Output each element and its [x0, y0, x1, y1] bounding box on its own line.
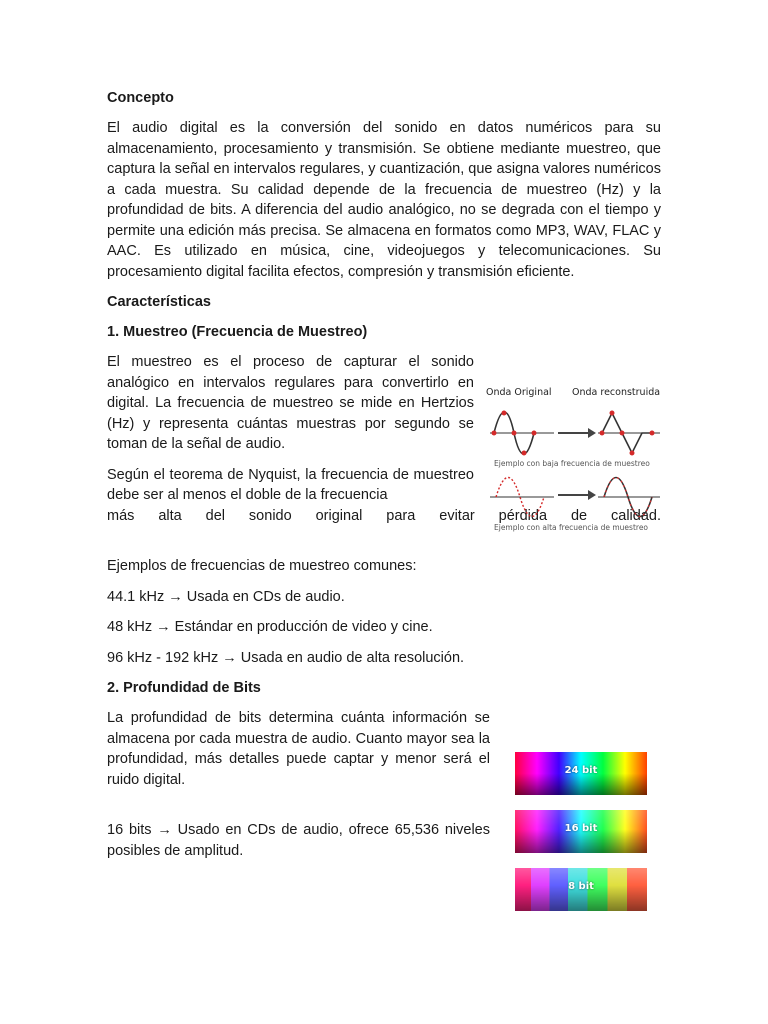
label-16bit: 16 bit [564, 823, 598, 834]
examples-title: Ejemplos de frecuencias de muestreo comunes: [107, 558, 417, 574]
example-item-48khz: 48 kHz → Estándar en producción de video y cine. [107, 619, 433, 635]
label-8bit: 8 bit [568, 881, 594, 892]
concepto-paragraph: El audio digital es la conversión del sonido en datos numéricos para su almacenamiento, procesamiento y transmisión. Se obtiene mediante muestreo, que captura la señal en intervalos regulares, y cuantización, que asigna valores numéricos a cada muestra. Su calidad depende de la frecuencia de muestreo (Hz) y la profundidad de bits. A diferencia del audio analógico, no se degrada con el tiempo y permite una edición más precisa. Se almacena en formatos como MP3, WAV, FLAC y AAC. Es utilizado en música, cine, videojuegos y telecomunicaciones. Su procesamiento digital facilita efectos, compresión y transmisión eficiente. [107, 120, 661, 280]
label-24bit: 24 bit [564, 765, 598, 776]
color-bar-24bit [515, 752, 647, 795]
label-onda-original: Onda Original [486, 387, 552, 398]
high-rate-reconstructed-wave [598, 478, 660, 517]
sampling-figure [484, 385, 664, 535]
bits-paragraph-2: 16 bits → Usado en CDs de audio, ofrece 65,536 niveles posibles de amplitud. [107, 822, 490, 859]
high-rate-original-wave [490, 478, 554, 517]
sampling-diagram [484, 385, 664, 535]
muestreo-paragraph-1: El muestreo es el proceso de capturar el sonido analógico en intervalos regulares para convertirlo en digital. La frecuencia de muestreo se mide en Hertzios (Hz) y representa cuántas muestras por segundo se toman de la señal de audio. [107, 354, 474, 452]
arrow-icon [558, 428, 596, 438]
example-item-44khz: 44.1 kHz → Usada en CDs de audio. [107, 588, 345, 605]
muestreo-heading: 1. Muestreo (Frecuencia de Muestreo) [107, 324, 368, 340]
caption-low-rate: Ejemplo con baja frecuencia de muestreo [494, 459, 650, 468]
caption-high-rate: Ejemplo con alta frecuencia de muestreo [494, 523, 649, 532]
muestreo-paragraph-2a: Según el teorema de Nyquist, la frecuencia de muestreo debe ser al menos el doble de la frecuencia [107, 466, 474, 503]
concepto-heading: Concepto [107, 90, 174, 106]
bits-paragraph-1: La profundidad de bits determina cuánta información se almacena por cada muestra de audio. Cuanto mayor sea la profundidad, más detalles puede captar y menor será el ruido digital. [107, 710, 490, 788]
example-item-96khz: 96 kHz - 192 kHz → Usada en audio de alta resolución. [107, 649, 465, 666]
arrow-icon-2 [558, 490, 596, 500]
muestreo-paragraph-2b: más alta del sonido original para evitar pérdida de calidad. [107, 507, 661, 524]
low-rate-original-wave [490, 411, 554, 456]
caracteristicas-heading: Características [107, 294, 211, 310]
bit-depth-figure [515, 752, 647, 910]
color-bar-8bit [515, 868, 647, 911]
low-rate-reconstructed-wave [598, 411, 660, 456]
document-page [107, 88, 661, 892]
color-bar-16bit [515, 810, 647, 853]
label-onda-reconstruida: Onda reconstruida [572, 387, 661, 398]
bits-heading: 2. Profundidad de Bits [107, 680, 261, 696]
